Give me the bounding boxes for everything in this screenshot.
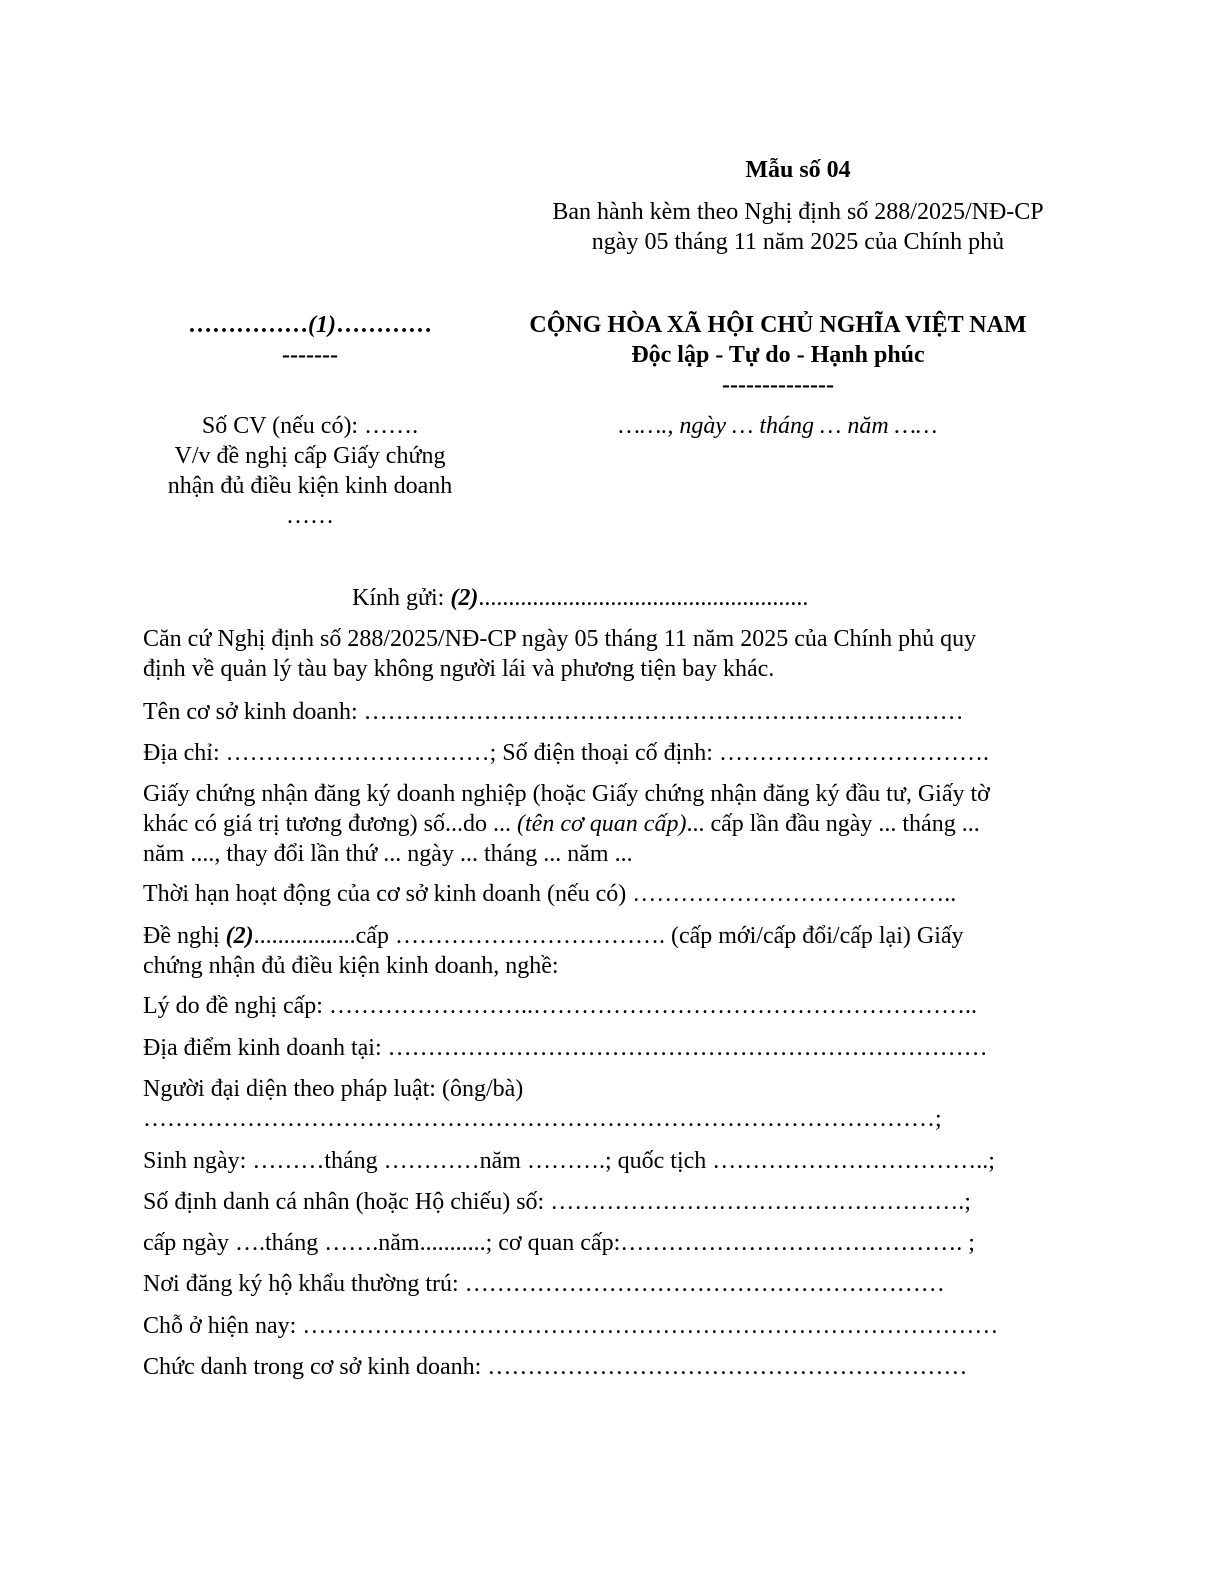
basis-line-1: Căn cứ Nghị định số 288/2025/NĐ-CP ngày 05 tháng 11 năm 2025 của Chính phủ quy <box>143 626 977 652</box>
request-text-b: .................cấp ……………………………. (cấp mới/cấp đổi/cấp lại) Giấy <box>253 923 964 949</box>
field-current-residence: Chỗ ở hiện nay: …………………………………………………………………………… <box>143 1313 999 1339</box>
organization-dashes: ------- <box>282 342 338 368</box>
form-number: Mẫu số 04 <box>745 157 851 183</box>
field-address: Địa chỉ: ……………………………; Số điện thoại cố định: ……………………………. <box>143 740 989 766</box>
issuance-line-1: Ban hành kèm theo Nghị định số 288/2025/NĐ-CP <box>552 199 1044 225</box>
field-date-of-birth: Sinh ngày: ………tháng …………năm ……….; quốc tịch ……………………………..; <box>143 1148 995 1174</box>
basis-line-2: định về quản lý tàu bay không người lái và phương tiện bay khác. <box>143 656 775 682</box>
greeting-mark: (2) <box>450 585 479 611</box>
org-mark: (1) <box>308 312 336 338</box>
field-id-number: Số định danh cá nhân (hoặc Hộ chiếu) số: …………………………………………….; <box>143 1189 971 1215</box>
issuance-line-2: ngày 05 tháng 11 năm 2025 của Chính phủ <box>591 229 1005 255</box>
document-number: Số CV (nếu có): ……. <box>201 413 419 439</box>
field-business-name: Tên cơ sở kinh doanh: ………………………………………………………………… <box>143 699 964 725</box>
field-permanent-residence: Nơi đăng ký hộ khẩu thường trú: …………………………………………………… <box>143 1271 945 1297</box>
greeting <box>352 583 808 613</box>
request-text-a: Đề nghị <box>143 923 226 949</box>
org-dots-prefix: …………… <box>188 312 308 338</box>
cert-line-1: Giấy chứng nhận đăng ký doanh nghiệp (hoặc Giấy chứng nhận đăng ký đầu tư, Giấy tờ <box>143 781 990 807</box>
national-header <box>480 310 1076 400</box>
motto-dashes: -------------- <box>722 372 834 398</box>
field-representative-label: Người đại diện theo pháp luật: (ông/bà) <box>143 1076 524 1102</box>
field-location: Địa điểm kinh doanh tại: ………………………………………………………………… <box>143 1035 988 1061</box>
cert-text-c: ... cấp lần đầu ngày ... tháng ... <box>686 811 980 837</box>
greeting-dots: ....................................................... <box>478 585 809 611</box>
field-duration: Thời hạn hoạt động của cơ sở kinh doanh (nếu có) ………………………………….. <box>143 881 957 907</box>
date-line: ……., ngày … tháng … năm …… <box>618 413 938 439</box>
request-line-1 <box>143 921 964 951</box>
organization-block <box>130 310 490 370</box>
field-position: Chức danh trong cơ sở kinh doanh: …………………………………………………… <box>143 1354 968 1380</box>
cert-line-3: năm ...., thay đổi lần thứ ... ngày ... tháng ... năm ... <box>143 841 633 867</box>
org-dots-suffix: ………… <box>335 312 432 338</box>
motto: Độc lập - Tự do - Hạnh phúc <box>631 342 925 368</box>
subject-line-3: …… <box>286 503 334 529</box>
cert-line-2 <box>143 809 980 839</box>
request-line-2: chứng nhận đủ điều kiện kinh doanh, nghề: <box>143 953 559 979</box>
form-header <box>560 155 1036 185</box>
document-reference <box>128 411 492 531</box>
cert-text-a: khác có giá trị tương đương) số...do ... <box>143 811 518 837</box>
issuance-note <box>480 197 1116 257</box>
subject-line-2: nhận đủ điều kiện kinh doanh <box>167 473 453 499</box>
request-mark: (2) <box>225 923 254 949</box>
organization-name <box>130 310 490 340</box>
greeting-label: Kính gửi: <box>352 585 451 611</box>
nation-title: CỘNG HÒA XÃ HỘI CHỦ NGHĨA VIỆT NAM <box>529 312 1027 338</box>
field-representative-dots: ………………………………………………………………………………………; <box>143 1106 942 1132</box>
cert-issuer-hint: (tên cơ quan cấp) <box>517 811 687 837</box>
field-id-issue: cấp ngày ….tháng …….năm...........; cơ quan cấp:……………………………………. ; <box>143 1230 975 1256</box>
subject-line-1: V/v đề nghị cấp Giấy chứng <box>174 443 446 469</box>
field-reason: Lý do đề nghị cấp: ……………………..……………………………………………….. <box>143 993 977 1019</box>
